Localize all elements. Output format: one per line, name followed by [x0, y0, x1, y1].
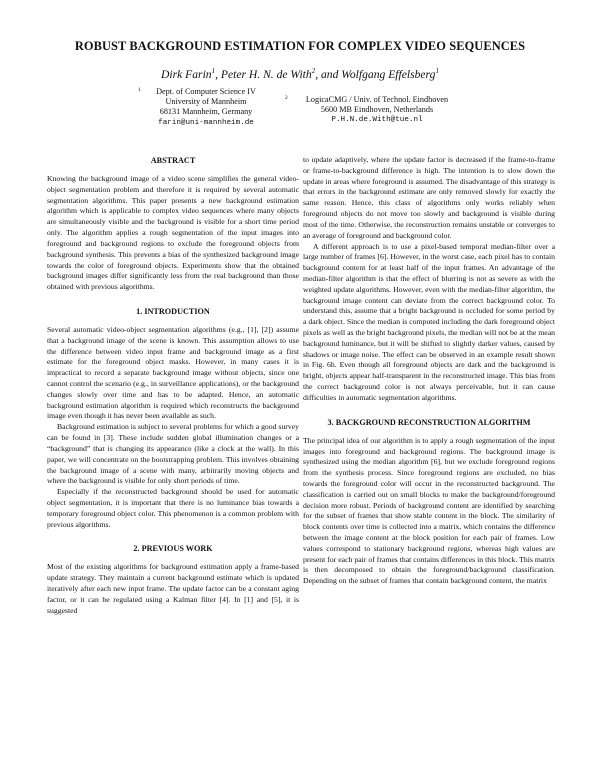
section-heading-introduction: 1. INTRODUCTION	[136, 306, 210, 316]
affiliation-line: University of Mannheim	[165, 97, 247, 107]
previous-paragraph-3: A different approach is to use a pixel-based temporal median-filter over a large number of frames [6]. However, in the worst case, each pixel has to contain background content for at least half of the input frames. An advantage of the median-filter algorithm is that the effect of blurring is not as severe as with the weighted update algorithms. However, even with the median-filter algorithm, the background image content can deviate from the correct background color. To understand this, assume that a bright background is occluded for some period by a dark object. Since the median is computed including the dark foreground object pixels as well as the bright background pixels, the median will not be at the mean background luminance, but it will be shifted to slightly darker values, caused by shadows or image noise. The effect can be observed in an example result shown in Fig. 6h. Even though all foreground objects are dark and the background is bright, objects appear half-transparent in the reconstructed image. This bias from the correct background color is not always perceivable, but it can cause difficulties in automatic segmentation algorithms.	[303, 241, 555, 402]
author-dewith-affil-mark: 2	[311, 67, 316, 75]
section-heading-previous-work: 2. PREVIOUS WORK	[133, 544, 213, 554]
affiliation-line: Dept. of Computer Science IV	[156, 87, 256, 96]
intro-paragraph-1: Several automatic video-object segmentation algorithms (e.g., [1], [2]) assume that a background image of the scene is known. This assumption allows to use the difference between video input frame and background image as a first estimate for the foreground object masks. However, in many cases it is impractical to record a separate background image without objects, since one cannot control the scenario (e.g., in surveillance applications), or the background changes slowly over time and has to be adapted. Hence, an automatic background estimation algorithm is required which reconstructs the background image even though it has never been available as such.	[47, 324, 299, 421]
affiliation-line: 5600 MB Eindhoven, Netherlands	[320, 105, 434, 115]
affiliation-mannheim	[136, 87, 276, 128]
intro-paragraph-2: Background estimation is subject to several problems for which a good survey can be found in [3]. These include sudden global illumination changes or a “background” that is changing its appearance (like a clock at the wall). In this paper, we will concentrate on the bootstrapping problem. This involves obtaining the background image of a scene with many, arbitrarily moving objects and where the background is visible for only short periods of time.	[47, 422, 300, 486]
previous-paragraph-1: Most of the existing algorithms for background estimation apply a frame-based update strategy. They maintain a current background estimate which is updated iteratively after each new input frame. The update factor can be a constant aging factor, or it can be regulated using a Kalman filter [4]. In [1] and [5], it is suggested	[47, 562, 299, 615]
right-column	[303, 155, 555, 587]
affiliation-eindhoven	[282, 95, 472, 126]
reconstruction-paragraph-1: The principal idea of our algorithm is to apply a rough segmentation of the input images into foreground and background regions. The background image is synthesized using the median algorithm [6], but we exclude foreground regions from the synthesis process. Since foreground regions are excluded, no bias towards the foreground color will occur in the reconstructed background. The classification is carried out on small blocks to make the background/foreground decision more robust. Periods of background content are identified by searching for the subset of frames that show stable content in the block. The similarity of block contents over time is collected into a matrix, which contains the difference between the image content at the block position for each pair of frames. Low values correspond to stationary background regions, whereas high values are present for each pair of frames that contains differences in this block. This matrix is then decomposed to obtain the foreground/background classification. Depending on the subset of frames that contain background content, the matrix	[303, 435, 555, 586]
left-column	[47, 155, 299, 616]
author-effelsberg: Wolfgang Effelsberg	[341, 67, 436, 81]
author-farin-affil-mark: 1	[211, 67, 216, 75]
paper-title: ROBUST BACKGROUND ESTIMATION FOR COMPLEX VIDEO SEQUENCES	[74, 39, 526, 53]
previous-paragraph-2: to update adaptively, where the update factor is decreased if the frame-to-frame or frame-to-background difference is high. The intention is to slow down the update in areas where foreground is assumed. The disadvantage of this strategy is that errors in the background estimate are only removed slowly for exactly the same reason. Hence, this class of algorithms only works reliably when foreground objects do not move too slowly and background is visible during most of the time. Otherwise, the reconstruction remains unstable or converges to an average of foreground and background color.	[303, 155, 555, 240]
affiliation-mark: 1	[138, 87, 141, 93]
author-effelsberg-affil-mark: 1	[435, 67, 439, 75]
abstract-heading: ABSTRACT	[150, 156, 196, 165]
affiliation-mark: 2	[285, 95, 288, 101]
author-email[interactable]: P.H.N.de.With@tue.nl	[331, 116, 423, 125]
abstract-text: Knowing the background image of a video scene simplifies the general video-object segmentation problem and therefore it is required by several automatic segmentation algorithms. This paper presents a new background estimation algorithm which is applicable to complex video sequences where many objects are simultaneously visible and the background is visible for a short time period only. The algorithm applies a rough segmentation of the input images into foreground and background regions to exclude the foreground objects from background synthesis. This prevents a bias of the synthesized background image towards the color of foreground objects. Experiments show that the obtained background images differ significantly less from the real background than those obtained with previous algorithms.	[47, 174, 299, 292]
section-heading-reconstruction: 3. BACKGROUND RECONSTRUCTION ALGORITHM	[327, 417, 531, 427]
affiliation-line: 68131 Mannheim, Germany	[159, 107, 253, 117]
author-email[interactable]: farin@uni-mannheim.de	[158, 118, 254, 127]
affiliation-line: LogicaCMG / Univ. of Technol. Eindhoven	[305, 95, 449, 104]
author-list: Dirk Farin$^1$, Peter H. N. de With$^2$, and Wolfgang Effelsberg$^1$	[161, 67, 439, 81]
author-farin: Dirk Farin	[161, 67, 212, 81]
author-dewith: Peter H. N. de With	[220, 67, 312, 81]
intro-paragraph-3: Especially if the reconstructed background should be used for automatic object segmentation, it is important that there is no luminance bias towards a temporary foreground object color. This phenomenon is a common problem with previous algorithms.	[47, 487, 299, 529]
